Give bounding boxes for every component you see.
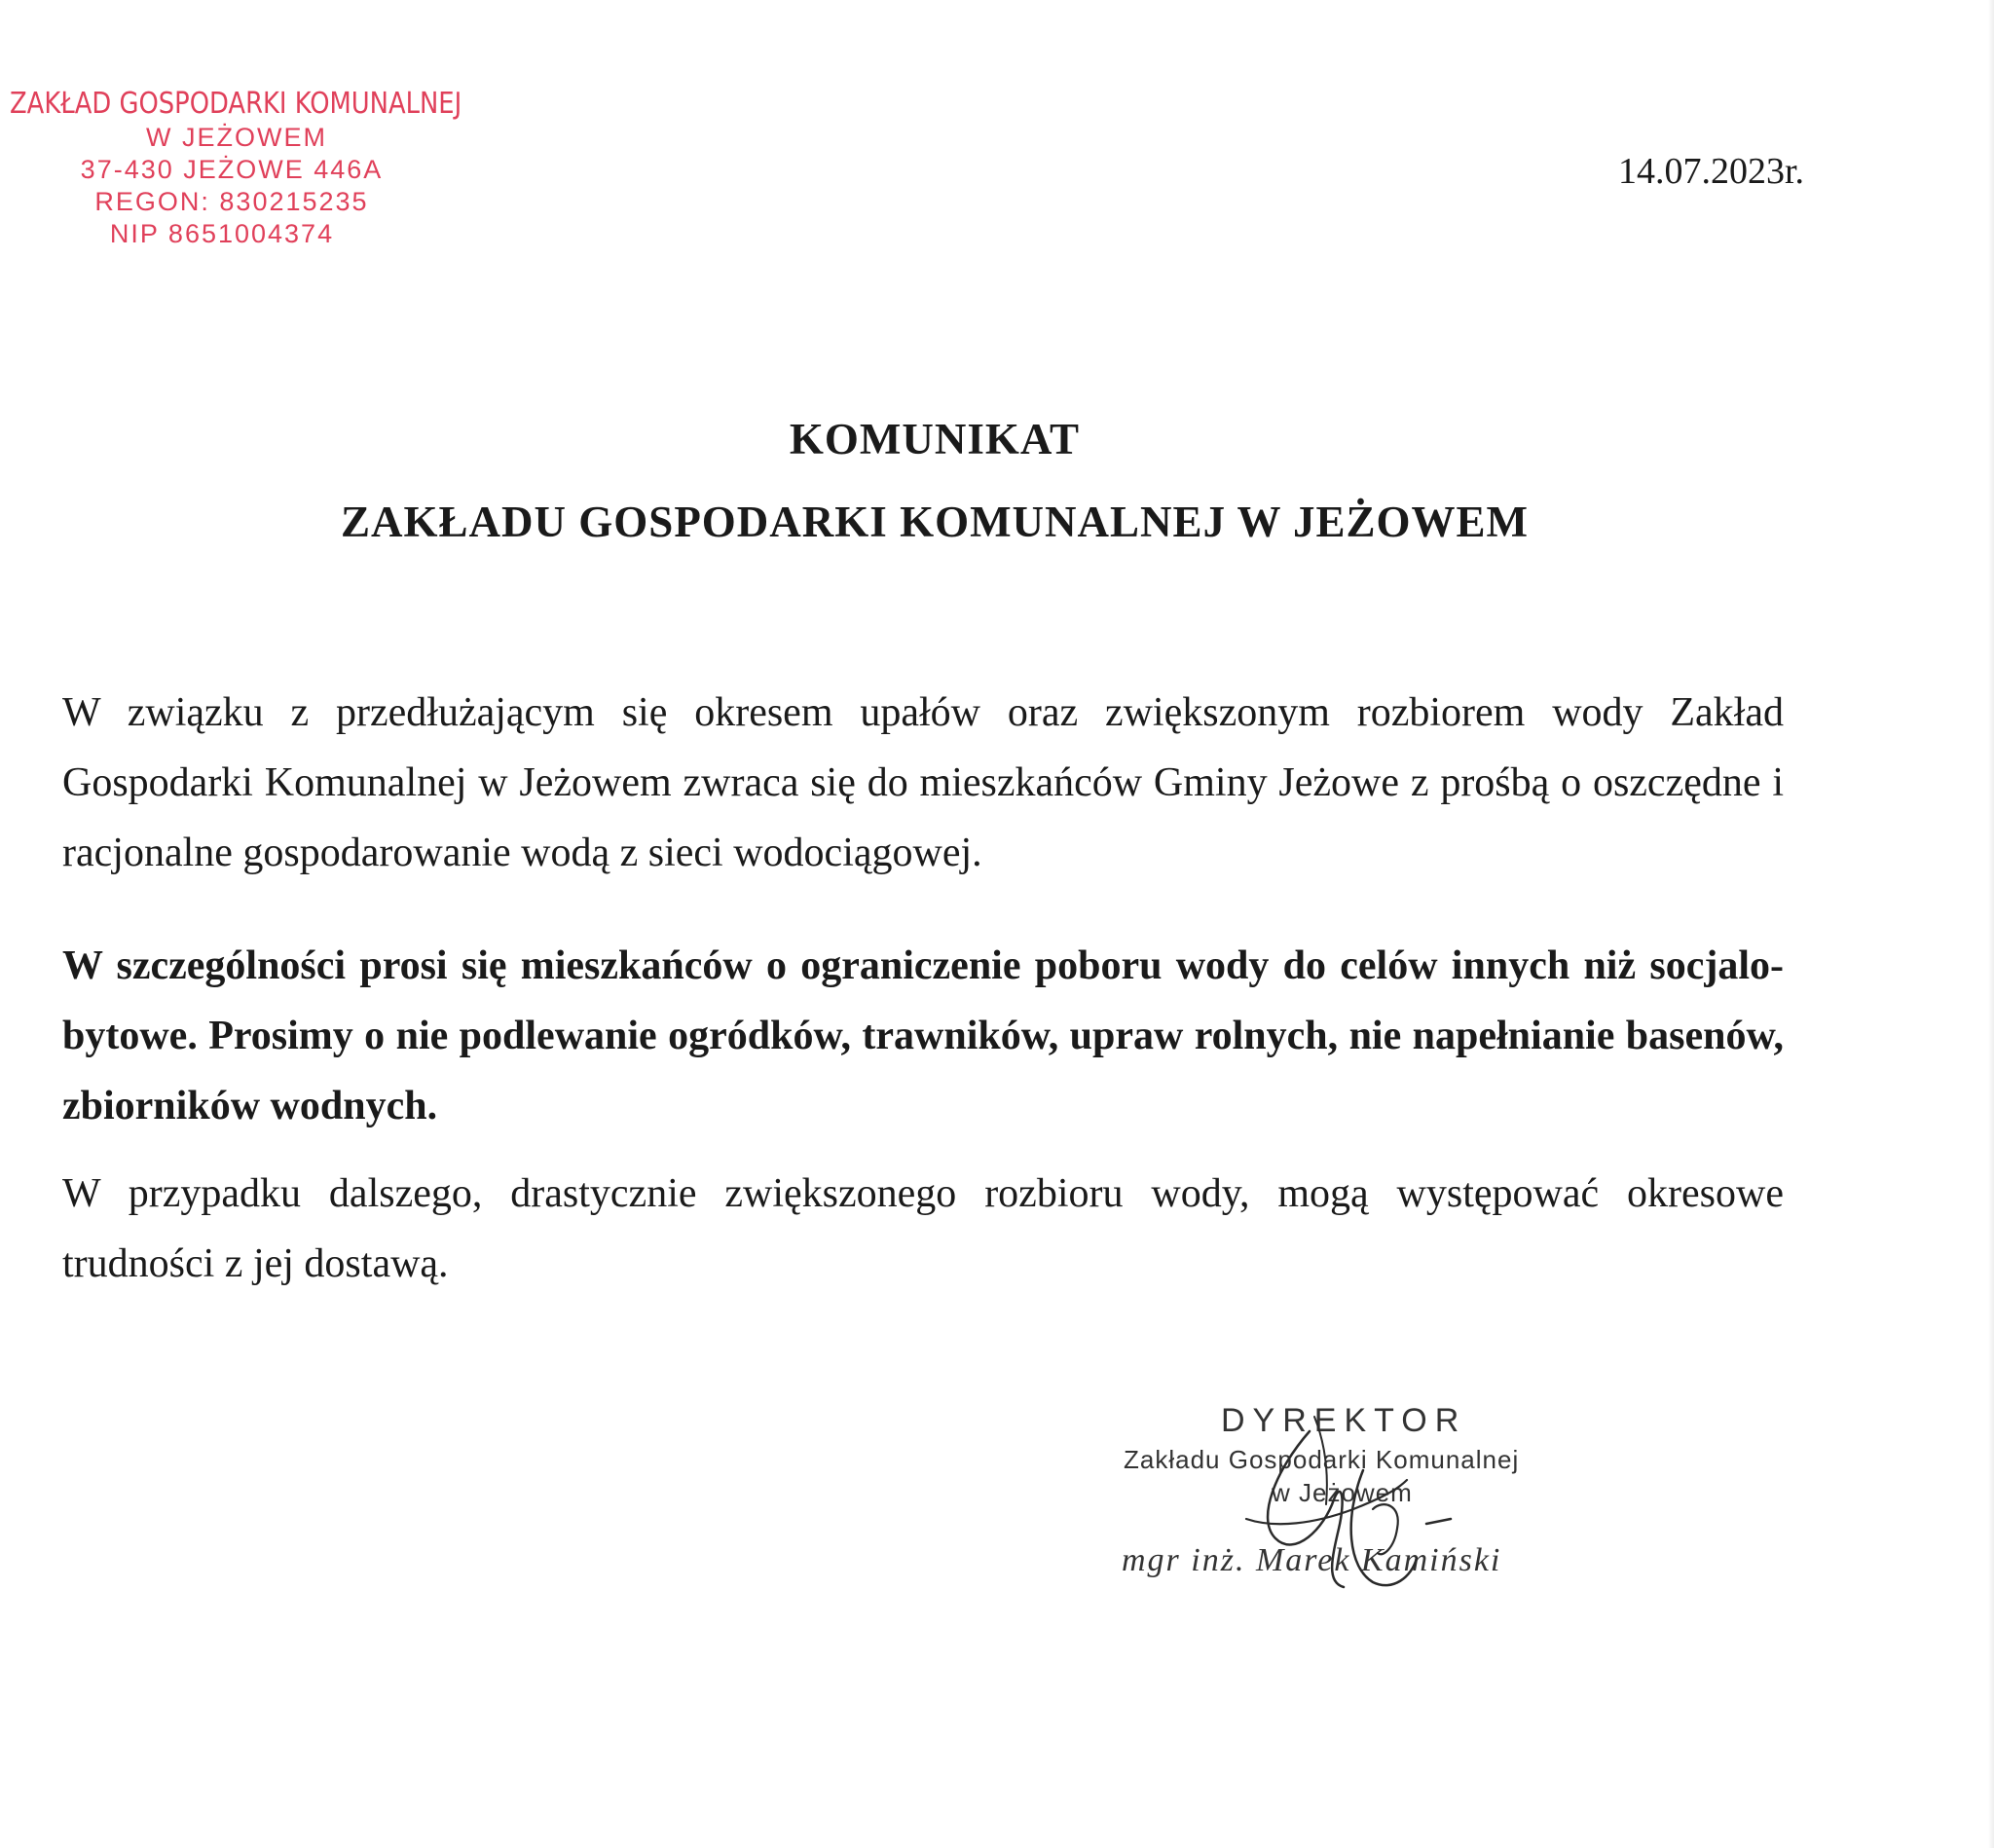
document-title: KOMUNIKAT [789, 415, 1081, 463]
body-paragraph-2-bold: W szczególności prosi się mieszkańców o ograniczenie poboru wody do celów innych niż socjalo-bytowe. Prosimy o nie podlewanie ogródków, trawników, upraw rolnych, nie napełnianie basenów, zbiorników wodnych. [62, 943, 1784, 1128]
signature-person: mgr inż. Marek Kamiński [1122, 1542, 1502, 1578]
document-subtitle: ZAKŁADU GOSPODARKI KOMUNALNEJ W JEŻOWEM [341, 498, 1529, 546]
signature-title: DYREKTOR [1221, 1402, 1467, 1439]
scan-edge [1988, 0, 1994, 1848]
handwritten-signature-icon [1217, 1412, 1470, 1607]
stamp-nip: NIP 8651004374 [109, 219, 335, 248]
signature-institution: Zakładu Gospodarki Komunalnej [1124, 1445, 1520, 1474]
body-paragraph-3: W przypadku dalszego, drastycznie zwiększonego rozbioru wody, mogą występować okresowe trudności z jej dostawą. [62, 1171, 1784, 1286]
stamp-city: W JEŻOWEM [146, 123, 327, 152]
stamp-regon: REGON: 830215235 [94, 187, 369, 216]
stamp-name: ZAKŁAD GOSPODARKI KOMUNALNEJ [10, 87, 462, 121]
body-paragraph-1: W związku z przedłużającym się okresem upałów oraz zwiększonym rozbiorem wody Zakład Gospodarki Komunalnej w Jeżowem zwraca się do mieszkańców Gminy Jeżowe z prośbą o oszczędne i racjonalne gospodarowanie wodą z sieci wodociągowej. [62, 690, 1784, 875]
signature-block [1120, 1402, 1626, 1616]
institution-stamp [8, 87, 495, 248]
signature-location: w Jeżowem [1272, 1478, 1413, 1507]
stamp-address: 37-430 JEŻOWE 446A [80, 155, 384, 184]
document-date: 14.07.2023r. [1617, 151, 1804, 192]
